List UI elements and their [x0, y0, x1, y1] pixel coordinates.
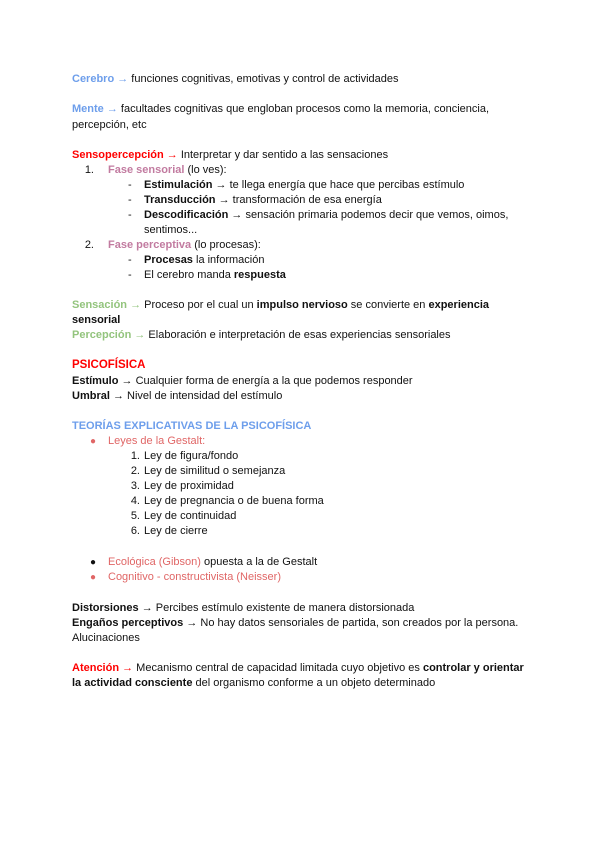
phase-2-note: (lo procesas): [191, 239, 261, 251]
cognitivo-label: Cognitivo - constructivista (Neisser) [108, 571, 281, 583]
estimulo-term: Estímulo [72, 375, 119, 387]
estimulacion-text: → te llega energía que hace que percibas estímulo [212, 179, 465, 191]
senso-line [72, 148, 528, 163]
dash-marker: - [128, 209, 132, 221]
respuesta-line [144, 268, 286, 283]
law-text: Ley de similitud o semejanza [144, 465, 286, 477]
phase-2-number: 2. [84, 239, 94, 251]
respuesta-term: respuesta [233, 269, 286, 281]
ecologica-label: Ecológica (Gibson) [108, 556, 201, 568]
sensacion-arrow: → [130, 299, 142, 311]
phase-1-number: 1. [84, 164, 94, 176]
descodificacion-line [144, 208, 508, 223]
atencion-term: Atención [72, 662, 120, 674]
actividad-consciente: la actividad consciente [72, 677, 193, 689]
enganos-text: → No hay datos sensoriales de partida, son creados por la persona. [183, 617, 519, 629]
mente-line [72, 102, 528, 117]
percepcion-line [72, 328, 528, 343]
impulso-nervioso: impulso nervioso [256, 299, 348, 311]
distorsiones-term: Distorsiones [72, 602, 139, 614]
senso-term: Sensopercepción [72, 149, 164, 161]
teorias-title: TEORÍAS EXPLICATIVAS DE LA PSICOFÍSICA [72, 420, 312, 432]
sensacion-line [72, 298, 528, 313]
law-number: 3. [130, 480, 140, 492]
phase-1-name: Fase sensorial [108, 164, 185, 176]
mente-term: Mente [72, 103, 104, 115]
enganos-line-2: Alucinaciones [72, 632, 140, 644]
dash-marker: - [128, 179, 132, 191]
mente-arrow: → [106, 103, 118, 115]
law-text: Ley de proximidad [144, 480, 234, 492]
law-number: 4. [130, 495, 140, 507]
estimulo-text: → Cualquier forma de energía a la que podemos responder [118, 375, 413, 387]
atencion-line-2 [72, 676, 528, 691]
atencion-text-1: Mecanismo central de capacidad limitada cuyo objetivo es [133, 662, 423, 674]
cerebro-arrow: → [117, 73, 129, 85]
sensorial: sensorial [72, 314, 121, 326]
phase-2-name: Fase perceptiva [108, 239, 192, 251]
law-number: 1. [130, 450, 140, 462]
phase-1-note: (lo ves): [184, 164, 227, 176]
estimulacion-line [144, 178, 464, 193]
senso-text: Interpretar y dar sentido a las sensaciones [177, 149, 389, 161]
percepcion-term: Percepción [72, 329, 132, 341]
enganos-line [72, 616, 528, 631]
percepcion-arrow: → [134, 329, 146, 341]
dash-marker: - [128, 254, 132, 266]
bullet-icon: ● [90, 557, 97, 568]
gestalt-label: Leyes de la Gestalt: [108, 435, 206, 447]
estimulo-line [72, 374, 528, 389]
bullet-icon: ● [90, 436, 97, 447]
ecologica-line [108, 555, 317, 570]
law-number: 2. [130, 465, 140, 477]
cerebro-text: funciones cognitivas, emotivas y control de actividades [128, 73, 399, 85]
law-text: Ley de pregnancia o de buena forma [144, 495, 324, 507]
transduccion-term: Transducción [144, 194, 216, 206]
law-text: Ley de continuidad [144, 510, 237, 522]
mente-line-2: percepción, etc [72, 119, 147, 131]
enganos-term: Engaños perceptivos [72, 617, 184, 629]
law-text: Ley de cierre [144, 525, 208, 537]
umbral-term: Umbral [72, 390, 110, 402]
atencion-arrow: → [122, 662, 134, 674]
distorsiones-text: → Percibes estímulo existente de manera distorsionada [138, 602, 415, 614]
law-number: 5. [130, 510, 140, 522]
psicofisica-title: PSICOFÍSICA [72, 359, 146, 371]
transduccion-text: → transformación de esa energía [215, 194, 382, 206]
descodificacion-term: Descodificación [144, 209, 229, 221]
experiencia: experiencia [428, 299, 490, 311]
dash-marker: - [128, 269, 132, 281]
estimulacion-term: Estimulación [144, 179, 213, 191]
law-number: 6. [130, 525, 140, 537]
dash-marker: - [128, 194, 132, 206]
transduccion-line [144, 193, 382, 208]
bullet-icon: ● [90, 572, 97, 583]
distorsiones-line [72, 601, 528, 616]
percepcion-text: Elaboración e interpretación de esas experiencias sensoriales [145, 329, 451, 341]
atencion-line [72, 661, 528, 676]
law-text: Ley de figura/fondo [144, 450, 239, 462]
controlar-orientar: controlar y orientar [422, 662, 524, 674]
ecologica-text: opuesta a la de Gestalt [200, 556, 318, 568]
descodificacion-line-2: sentimos... [144, 224, 198, 236]
respuesta-text: El cerebro manda [144, 269, 234, 281]
phase-2-line [108, 238, 261, 253]
procesas-text: la información [192, 254, 265, 266]
umbral-text: → Nivel de intensidad del estímulo [109, 390, 283, 402]
senso-arrow: → [166, 149, 178, 161]
sensacion-term: Sensación [72, 299, 128, 311]
cerebro-line [72, 72, 528, 87]
atencion-text-2: del organismo conforme a un objeto determinado [192, 677, 436, 689]
sensacion-text-2: se convierte en [347, 299, 429, 311]
sensacion-text-1: Proceso por el cual un [141, 299, 257, 311]
cerebro-term: Cerebro [72, 73, 115, 85]
phase-1-line [108, 163, 227, 178]
mente-text: facultades cognitivas que engloban procesos como la memoria, conciencia, [117, 103, 489, 115]
procesas-term: Procesas [144, 254, 193, 266]
procesas-line [144, 253, 264, 268]
descodificacion-text: → sensación primaria podemos decir que vemos, oimos, [228, 209, 509, 221]
umbral-line [72, 389, 528, 404]
